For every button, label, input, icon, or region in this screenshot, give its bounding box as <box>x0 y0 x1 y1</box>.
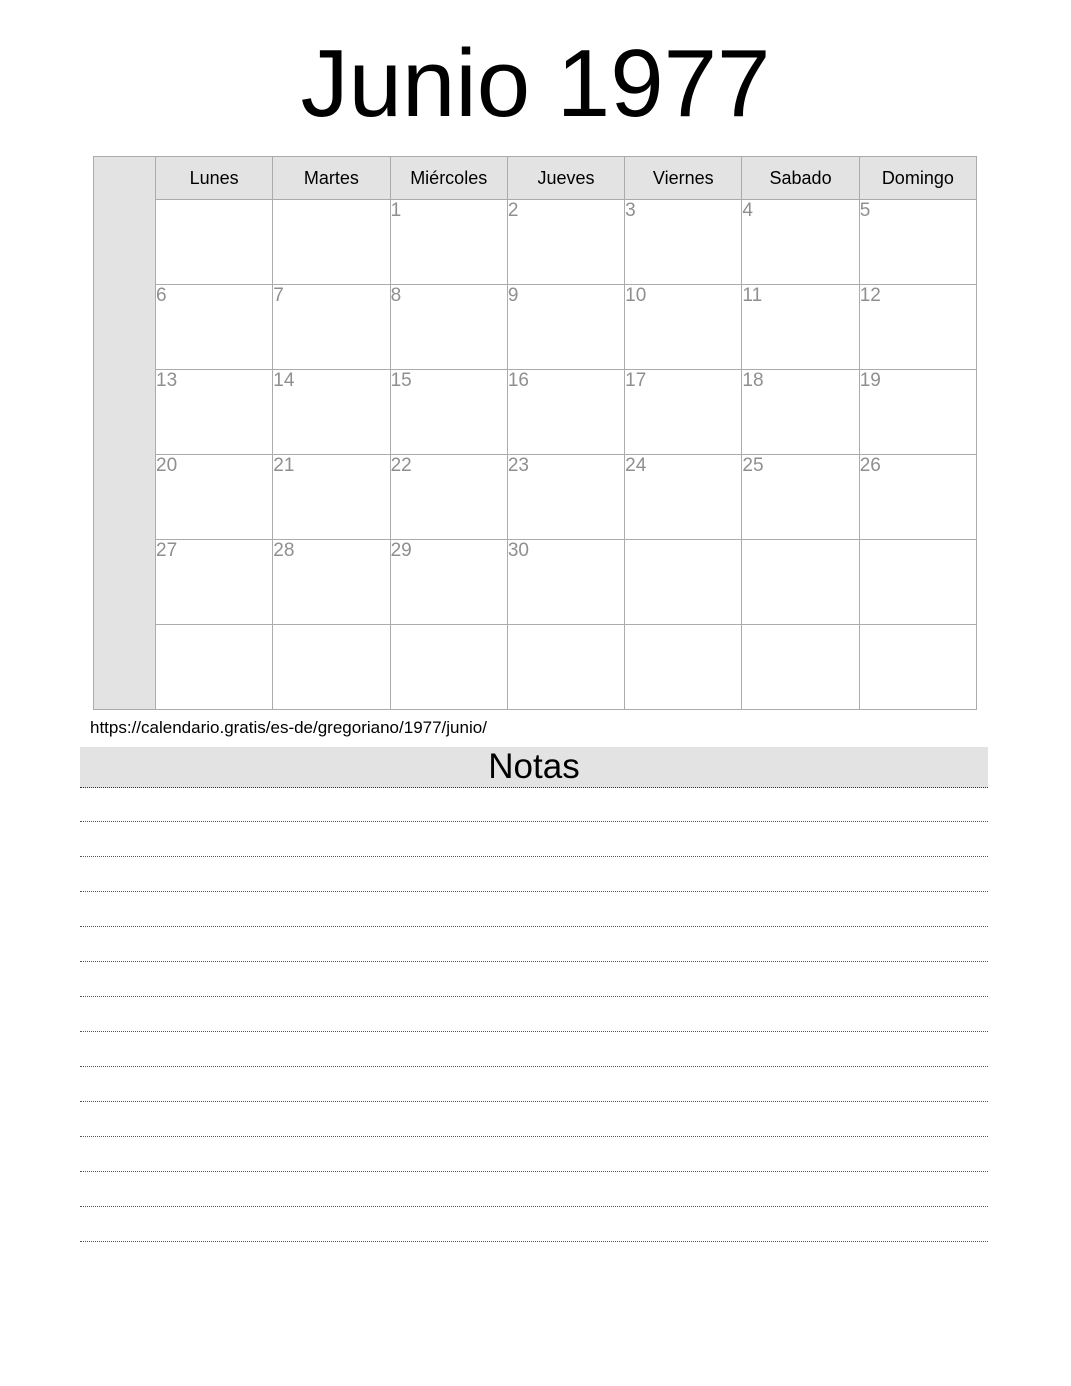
day-cell <box>273 200 390 285</box>
day-cell: 15 <box>390 370 507 455</box>
weekday-header-sabado: Sabado <box>742 157 859 200</box>
calendar-week-row <box>94 285 977 370</box>
day-cell <box>742 625 859 710</box>
weekday-header-jueves: Jueves <box>507 157 624 200</box>
calendar-week-row <box>94 455 977 540</box>
day-cell: 7 <box>273 285 390 370</box>
notes-ruled-line <box>80 1172 988 1207</box>
day-cell <box>625 625 742 710</box>
weekday-header-lunes: Lunes <box>156 157 273 200</box>
notes-ruled-line <box>80 892 988 927</box>
notes-ruled-line <box>80 1137 988 1172</box>
day-cell: 4 <box>742 200 859 285</box>
notes-section <box>80 747 988 1242</box>
day-cell <box>859 625 976 710</box>
day-cell <box>742 540 859 625</box>
day-cell: 5 <box>859 200 976 285</box>
day-cell <box>390 625 507 710</box>
weekday-header-martes: Martes <box>273 157 390 200</box>
weekday-header-miercoles: Miércoles <box>390 157 507 200</box>
day-cell: 26 <box>859 455 976 540</box>
day-cell: 12 <box>859 285 976 370</box>
calendar-week-row <box>94 625 977 710</box>
day-cell: 11 <box>742 285 859 370</box>
day-cell: 8 <box>390 285 507 370</box>
notes-ruled-line <box>80 927 988 962</box>
calendar-week-row <box>94 200 977 285</box>
notes-ruled-line <box>80 997 988 1032</box>
day-cell <box>507 625 624 710</box>
day-cell <box>156 625 273 710</box>
notes-ruled-line <box>80 1032 988 1067</box>
calendar-week-row <box>94 370 977 455</box>
weekday-header-viernes: Viernes <box>625 157 742 200</box>
day-cell: 24 <box>625 455 742 540</box>
day-cell: 20 <box>156 455 273 540</box>
day-cell <box>156 200 273 285</box>
day-cell: 19 <box>859 370 976 455</box>
day-cell: 9 <box>507 285 624 370</box>
day-cell: 29 <box>390 540 507 625</box>
day-cell <box>273 625 390 710</box>
day-cell: 14 <box>273 370 390 455</box>
day-cell: 13 <box>156 370 273 455</box>
day-cell: 2 <box>507 200 624 285</box>
day-cell <box>859 540 976 625</box>
day-cell: 23 <box>507 455 624 540</box>
day-cell: 6 <box>156 285 273 370</box>
day-cell: 30 <box>507 540 624 625</box>
notes-ruled-line <box>80 857 988 892</box>
day-cell: 22 <box>390 455 507 540</box>
calendar-left-gutter <box>94 157 156 710</box>
notes-title: Notas <box>80 747 988 788</box>
calendar-table <box>93 156 977 710</box>
day-cell <box>625 540 742 625</box>
day-cell: 27 <box>156 540 273 625</box>
page-title: Junio 1977 <box>300 30 771 137</box>
notes-ruled-line <box>80 788 988 822</box>
calendar-week-row <box>94 540 977 625</box>
notes-ruled-line <box>80 962 988 997</box>
weekday-header-row <box>94 157 977 200</box>
notes-ruled-line <box>80 1067 988 1102</box>
day-cell: 17 <box>625 370 742 455</box>
day-cell: 28 <box>273 540 390 625</box>
source-url: https://calendario.gratis/es-de/gregoriano/1977/junio/ <box>90 718 487 737</box>
day-cell: 25 <box>742 455 859 540</box>
day-cell: 16 <box>507 370 624 455</box>
notes-lines <box>80 788 988 1242</box>
day-cell: 21 <box>273 455 390 540</box>
notes-ruled-line <box>80 1102 988 1137</box>
weekday-header-domingo: Domingo <box>859 157 976 200</box>
notes-ruled-line <box>80 822 988 857</box>
notes-ruled-line <box>80 1207 988 1242</box>
day-cell: 18 <box>742 370 859 455</box>
day-cell: 10 <box>625 285 742 370</box>
day-cell: 3 <box>625 200 742 285</box>
day-cell: 1 <box>390 200 507 285</box>
